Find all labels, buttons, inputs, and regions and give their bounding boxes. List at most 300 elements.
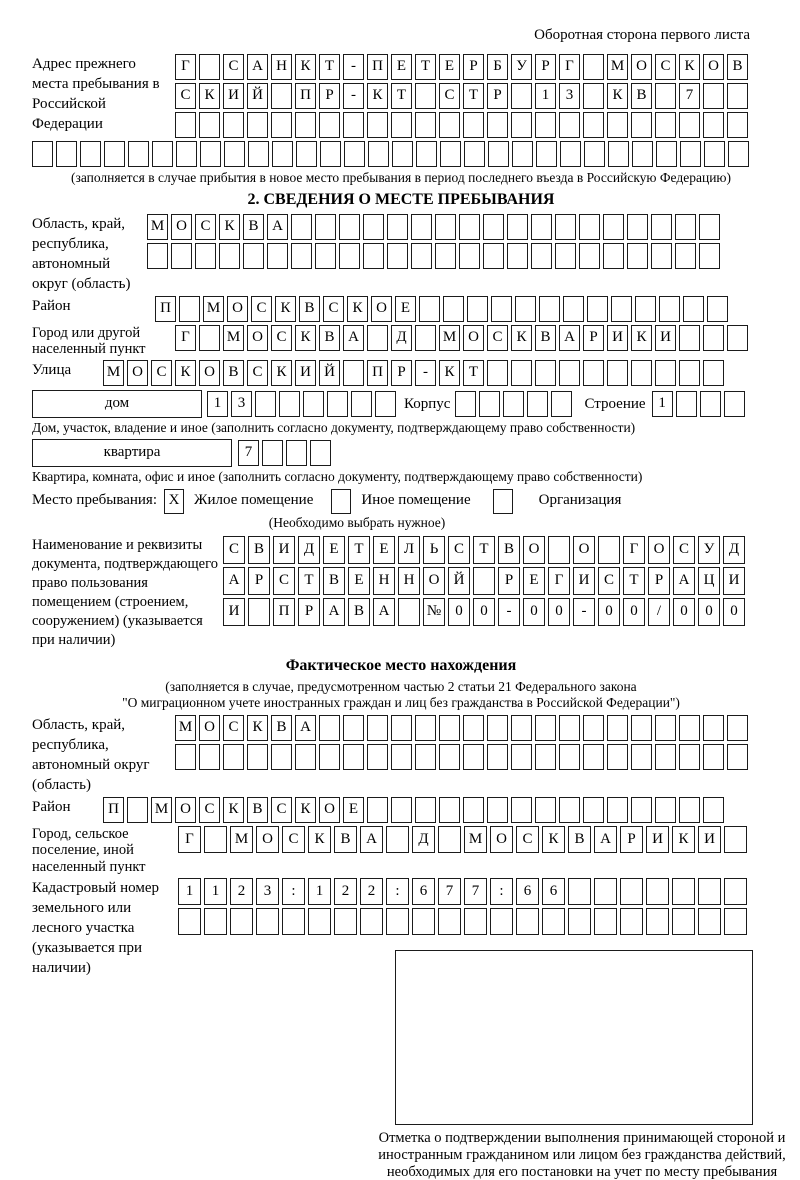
char-cell: : [386, 878, 409, 905]
char-cell: 0 [698, 598, 720, 626]
mesto-hint: (Необходимо выбрать нужное) [268, 514, 446, 530]
char-cell [343, 112, 364, 138]
char-cell [559, 112, 580, 138]
kadastr-row-1[interactable] [178, 878, 747, 905]
char-cell [594, 908, 617, 935]
char-cell: Т [348, 536, 370, 564]
char-cell: 6 [412, 878, 435, 905]
kvartira-note: Квартира, комната, офис и иное (заполнить согласно документу, подтверждающему право собственности) [32, 468, 643, 484]
char-cell [679, 112, 700, 138]
char-cell: Е [439, 54, 460, 80]
char-cell [698, 878, 721, 905]
ulitsa-label: Улица [32, 361, 72, 378]
char-cell: У [698, 536, 720, 564]
char-cell [583, 744, 604, 770]
char-cell [679, 325, 700, 351]
char-cell: М [464, 826, 487, 853]
char-cell [704, 141, 725, 167]
char-cell [411, 243, 432, 269]
char-cell [291, 214, 312, 240]
prev-address-row-1[interactable] [175, 54, 748, 80]
char-cell: Е [391, 54, 412, 80]
char-cell [703, 797, 724, 823]
char-cell [539, 296, 560, 322]
char-cell [315, 214, 336, 240]
char-cell: О [199, 715, 220, 741]
char-cell: М [230, 826, 253, 853]
char-cell [272, 141, 293, 167]
char-cell [655, 744, 676, 770]
char-cell: Н [271, 54, 292, 80]
char-cell: 7 [438, 878, 461, 905]
char-cell [631, 715, 652, 741]
char-cell: Р [535, 54, 556, 80]
char-cell: О [648, 536, 670, 564]
char-cell: В [631, 83, 652, 109]
char-cell [703, 715, 724, 741]
char-cell [594, 878, 617, 905]
char-cell: О [423, 567, 445, 595]
char-cell: Д [298, 536, 320, 564]
char-cell [491, 296, 512, 322]
prev-address-note: (заполняется в случае прибытия в новое место пребывания в период последнего въезда в Российскую Федерацию) [70, 169, 732, 185]
char-cell [655, 360, 676, 386]
char-cell: 0 [448, 598, 470, 626]
char-cell: Р [319, 83, 340, 109]
char-cell [419, 296, 440, 322]
char-cell: И [223, 83, 244, 109]
char-cell [223, 112, 244, 138]
char-cell [247, 744, 268, 770]
char-cell: Р [648, 567, 670, 595]
char-cell [363, 214, 384, 240]
char-cell [683, 296, 704, 322]
char-cell [607, 797, 628, 823]
char-cell: Т [473, 536, 495, 564]
gorod-row[interactable] [175, 325, 748, 351]
char-cell: П [103, 797, 124, 823]
char-cell [32, 141, 53, 167]
fact-oblast-row-1[interactable] [175, 715, 748, 741]
char-cell [655, 715, 676, 741]
fact-raion-row[interactable] [103, 797, 724, 823]
char-cell [439, 744, 460, 770]
char-cell [439, 797, 460, 823]
fact-oblast-rows [175, 715, 748, 770]
char-cell [319, 112, 340, 138]
char-cell [199, 54, 220, 80]
char-cell [343, 360, 364, 386]
char-cell [440, 141, 461, 167]
oblast-row-1[interactable] [147, 214, 720, 240]
char-cell [727, 715, 748, 741]
dom-row [32, 390, 770, 418]
dom-cells[interactable] [207, 391, 396, 417]
char-cell [438, 826, 461, 853]
char-cell [512, 141, 533, 167]
char-cell: С [151, 360, 172, 386]
char-cell [487, 744, 508, 770]
char-cell [727, 112, 748, 138]
char-cell [535, 112, 556, 138]
char-cell [607, 715, 628, 741]
raion-label: Район [32, 297, 71, 314]
char-cell: С [271, 797, 292, 823]
char-cell: М [439, 325, 460, 351]
char-cell: О [256, 826, 279, 853]
char-cell: 1 [308, 878, 331, 905]
char-cell: Е [395, 296, 416, 322]
char-cell: М [147, 214, 168, 240]
char-cell [563, 296, 584, 322]
char-cell: С [598, 567, 620, 595]
ulitsa-row[interactable] [103, 360, 724, 386]
char-cell [267, 243, 288, 269]
char-cell [104, 141, 125, 167]
char-cell [672, 908, 695, 935]
char-cell: 7 [679, 83, 700, 109]
char-cell: О [127, 360, 148, 386]
char-cell [415, 83, 436, 109]
char-cell: 1 [178, 878, 201, 905]
fact-raion-field [32, 797, 770, 823]
char-cell: 0 [623, 598, 645, 626]
char-cell [607, 744, 628, 770]
char-cell [392, 141, 413, 167]
char-cell [175, 112, 196, 138]
char-cell: 7 [238, 440, 259, 466]
prev-address-field [32, 54, 770, 138]
char-cell: К [247, 715, 268, 741]
char-cell: О [463, 325, 484, 351]
prev-address-row-4[interactable] [32, 141, 770, 167]
char-cell [703, 744, 724, 770]
gorod-label: Город или другой населенный пункт [32, 324, 146, 357]
char-cell [199, 744, 220, 770]
char-cell: С [247, 360, 268, 386]
prev-address-row-3[interactable] [175, 112, 748, 138]
char-cell: С [223, 54, 244, 80]
char-cell: Й [247, 83, 268, 109]
kadastr-label: Кадастровый номер земельного или лесного участка (указывается при наличии) [32, 880, 159, 976]
char-cell [438, 908, 461, 935]
fact-oblast-field [32, 715, 770, 795]
char-cell: Е [348, 567, 370, 595]
oblast-label: Область, край, республика, автономный округ (область) [32, 215, 131, 292]
char-cell: Т [463, 83, 484, 109]
char-cell: / [648, 598, 670, 626]
char-cell: К [607, 83, 628, 109]
char-cell: Д [723, 536, 745, 564]
char-cell: С [448, 536, 470, 564]
char-cell [230, 908, 253, 935]
char-cell [672, 878, 695, 905]
char-cell [128, 141, 149, 167]
char-cell [416, 141, 437, 167]
kvartira-cells[interactable] [238, 440, 331, 466]
char-cell [295, 744, 316, 770]
char-cell [631, 360, 652, 386]
char-cell: В [243, 214, 264, 240]
char-cell [415, 112, 436, 138]
char-cell: В [299, 296, 320, 322]
char-cell [455, 391, 476, 417]
char-cell [703, 325, 724, 351]
char-cell: Е [523, 567, 545, 595]
char-cell: Т [319, 54, 340, 80]
prev-address-row-2[interactable] [175, 83, 748, 109]
gorod-field [32, 325, 770, 358]
prev-address-label: Адрес прежнего места пребывания в Российской Федерации [32, 55, 160, 132]
char-cell [559, 744, 580, 770]
char-cell [320, 141, 341, 167]
char-cell: П [367, 360, 388, 386]
char-cell: К [275, 296, 296, 322]
char-cell: О [371, 296, 392, 322]
char-cell [635, 296, 656, 322]
char-cell: Р [620, 826, 643, 853]
char-cell: Р [248, 567, 270, 595]
char-cell [607, 112, 628, 138]
char-cell: : [282, 878, 305, 905]
char-cell [511, 715, 532, 741]
char-cell [627, 243, 648, 269]
char-cell [248, 598, 270, 626]
doc-row-3[interactable] [223, 598, 745, 626]
checkbox-inoe[interactable] [331, 489, 351, 514]
oblast-rows [147, 214, 720, 269]
char-cell: Е [323, 536, 345, 564]
char-cell [308, 908, 331, 935]
char-cell [511, 797, 532, 823]
dom-note: Дом, участок, владение и иное (заполнить согласно документу, подтверждающему право собственности) [32, 419, 636, 435]
char-cell [656, 141, 677, 167]
char-cell [295, 112, 316, 138]
header-note: Оборотная сторона первого листа [534, 27, 750, 43]
char-cell [679, 744, 700, 770]
char-cell [611, 296, 632, 322]
char-cell: С [673, 536, 695, 564]
char-cell: С [516, 826, 539, 853]
char-cell [631, 112, 652, 138]
doc-row-1[interactable] [223, 536, 745, 564]
char-cell [555, 243, 576, 269]
char-cell [727, 744, 748, 770]
char-cell: Г [548, 567, 570, 595]
kadastr-row-2[interactable] [178, 908, 747, 935]
char-cell: № [423, 598, 445, 626]
checkbox-organizatsiya[interactable] [493, 489, 513, 514]
char-cell [224, 141, 245, 167]
stamp-box [395, 950, 753, 1125]
ulitsa-field [32, 360, 770, 386]
char-cell [724, 391, 745, 417]
char-cell: Е [343, 797, 364, 823]
oblast-field [32, 214, 770, 294]
checkbox-zhiloe[interactable]: X [164, 489, 184, 514]
char-cell [464, 908, 487, 935]
char-cell: 0 [723, 598, 745, 626]
char-cell: В [247, 797, 268, 823]
char-cell [587, 296, 608, 322]
char-cell: Е [373, 536, 395, 564]
char-cell: О [703, 54, 724, 80]
char-cell: О [247, 325, 268, 351]
char-cell [536, 141, 557, 167]
char-cell: С [282, 826, 305, 853]
char-cell [535, 744, 556, 770]
char-cell: - [498, 598, 520, 626]
char-cell: 1 [652, 391, 673, 417]
char-cell: Д [391, 325, 412, 351]
option-label-zhiloe: Жилое помещение [194, 492, 314, 509]
char-cell [568, 908, 591, 935]
char-cell [603, 243, 624, 269]
oblast-row-2[interactable] [147, 243, 720, 269]
char-cell: Р [583, 325, 604, 351]
char-cell [343, 715, 364, 741]
char-cell [204, 826, 227, 853]
char-cell [279, 391, 300, 417]
char-cell [271, 744, 292, 770]
char-cell: Й [448, 567, 470, 595]
char-cell [271, 83, 292, 109]
fact-oblast-row-2[interactable] [175, 744, 748, 770]
char-cell [412, 908, 435, 935]
char-cell [443, 296, 464, 322]
char-cell [171, 243, 192, 269]
char-cell: В [568, 826, 591, 853]
char-cell: К [308, 826, 331, 853]
char-cell [459, 214, 480, 240]
char-cell: М [607, 54, 628, 80]
char-cell [655, 83, 676, 109]
char-cell [631, 744, 652, 770]
char-cell: Р [298, 598, 320, 626]
char-cell: В [323, 567, 345, 595]
raion-row[interactable] [155, 296, 728, 322]
char-cell: О [523, 536, 545, 564]
char-cell: О [319, 797, 340, 823]
char-cell [675, 243, 696, 269]
doc-row-2[interactable] [223, 567, 745, 595]
char-cell: - [343, 54, 364, 80]
char-cell [655, 797, 676, 823]
char-cell: А [360, 826, 383, 853]
char-cell: 7 [464, 878, 487, 905]
dom-box-label: дом [32, 390, 202, 418]
char-cell [559, 715, 580, 741]
char-cell [487, 360, 508, 386]
char-cell: К [271, 360, 292, 386]
char-cell: 1 [207, 391, 228, 417]
char-cell: О [490, 826, 513, 853]
char-cell [583, 797, 604, 823]
char-cell [679, 715, 700, 741]
char-cell [724, 878, 747, 905]
doc-field [32, 536, 770, 650]
char-cell: 0 [598, 598, 620, 626]
char-cell: В [319, 325, 340, 351]
char-cell: 3 [231, 391, 252, 417]
char-cell: 0 [673, 598, 695, 626]
char-cell [367, 715, 388, 741]
char-cell [548, 536, 570, 564]
korpus-cells[interactable] [455, 391, 572, 417]
char-cell [507, 214, 528, 240]
stroenie-cells[interactable] [652, 391, 745, 417]
fact-gorod-row[interactable] [178, 826, 747, 853]
char-cell [483, 214, 504, 240]
char-cell: А [559, 325, 580, 351]
char-cell: - [415, 360, 436, 386]
char-cell [531, 243, 552, 269]
char-cell [488, 141, 509, 167]
char-cell [646, 908, 669, 935]
char-cell [387, 243, 408, 269]
char-cell [282, 908, 305, 935]
char-cell: К [223, 797, 244, 823]
char-cell [535, 797, 556, 823]
fact-gorod-field [32, 826, 770, 876]
char-cell [535, 360, 556, 386]
char-cell [303, 391, 324, 417]
char-cell [339, 214, 360, 240]
char-cell: С [251, 296, 272, 322]
char-cell [315, 243, 336, 269]
char-cell: И [607, 325, 628, 351]
char-cell [607, 360, 628, 386]
char-cell: 6 [516, 878, 539, 905]
char-cell: Т [415, 54, 436, 80]
char-cell [531, 214, 552, 240]
char-cell: И [723, 567, 745, 595]
char-cell [583, 83, 604, 109]
char-cell [178, 908, 201, 935]
char-cell: 0 [473, 598, 495, 626]
char-cell: Н [373, 567, 395, 595]
char-cell [646, 878, 669, 905]
char-cell [415, 715, 436, 741]
char-cell [248, 141, 269, 167]
char-cell [583, 54, 604, 80]
char-cell [487, 112, 508, 138]
fact-note-2: "О миграционном учете иностранных граждан и лиц без гражданства в Российской Федерации") [122, 694, 680, 710]
char-cell [391, 112, 412, 138]
char-cell: Р [498, 567, 520, 595]
char-cell [334, 908, 357, 935]
char-cell [511, 112, 532, 138]
char-cell [515, 296, 536, 322]
char-cell [676, 391, 697, 417]
char-cell: К [511, 325, 532, 351]
char-cell [527, 391, 548, 417]
char-cell: Г [175, 54, 196, 80]
char-cell: Т [298, 567, 320, 595]
doc-rows [223, 536, 745, 626]
char-cell [398, 598, 420, 626]
char-cell: К [631, 325, 652, 351]
char-cell [200, 141, 221, 167]
char-cell: 3 [256, 878, 279, 905]
doc-label: Наименование и реквизиты документа, подтверждающего право пользования помещением (строением, сооружением) (указывается при наличии) [32, 536, 218, 648]
char-cell [391, 715, 412, 741]
char-cell [583, 360, 604, 386]
char-cell [542, 908, 565, 935]
char-cell [199, 325, 220, 351]
char-cell: М [175, 715, 196, 741]
char-cell [598, 536, 620, 564]
